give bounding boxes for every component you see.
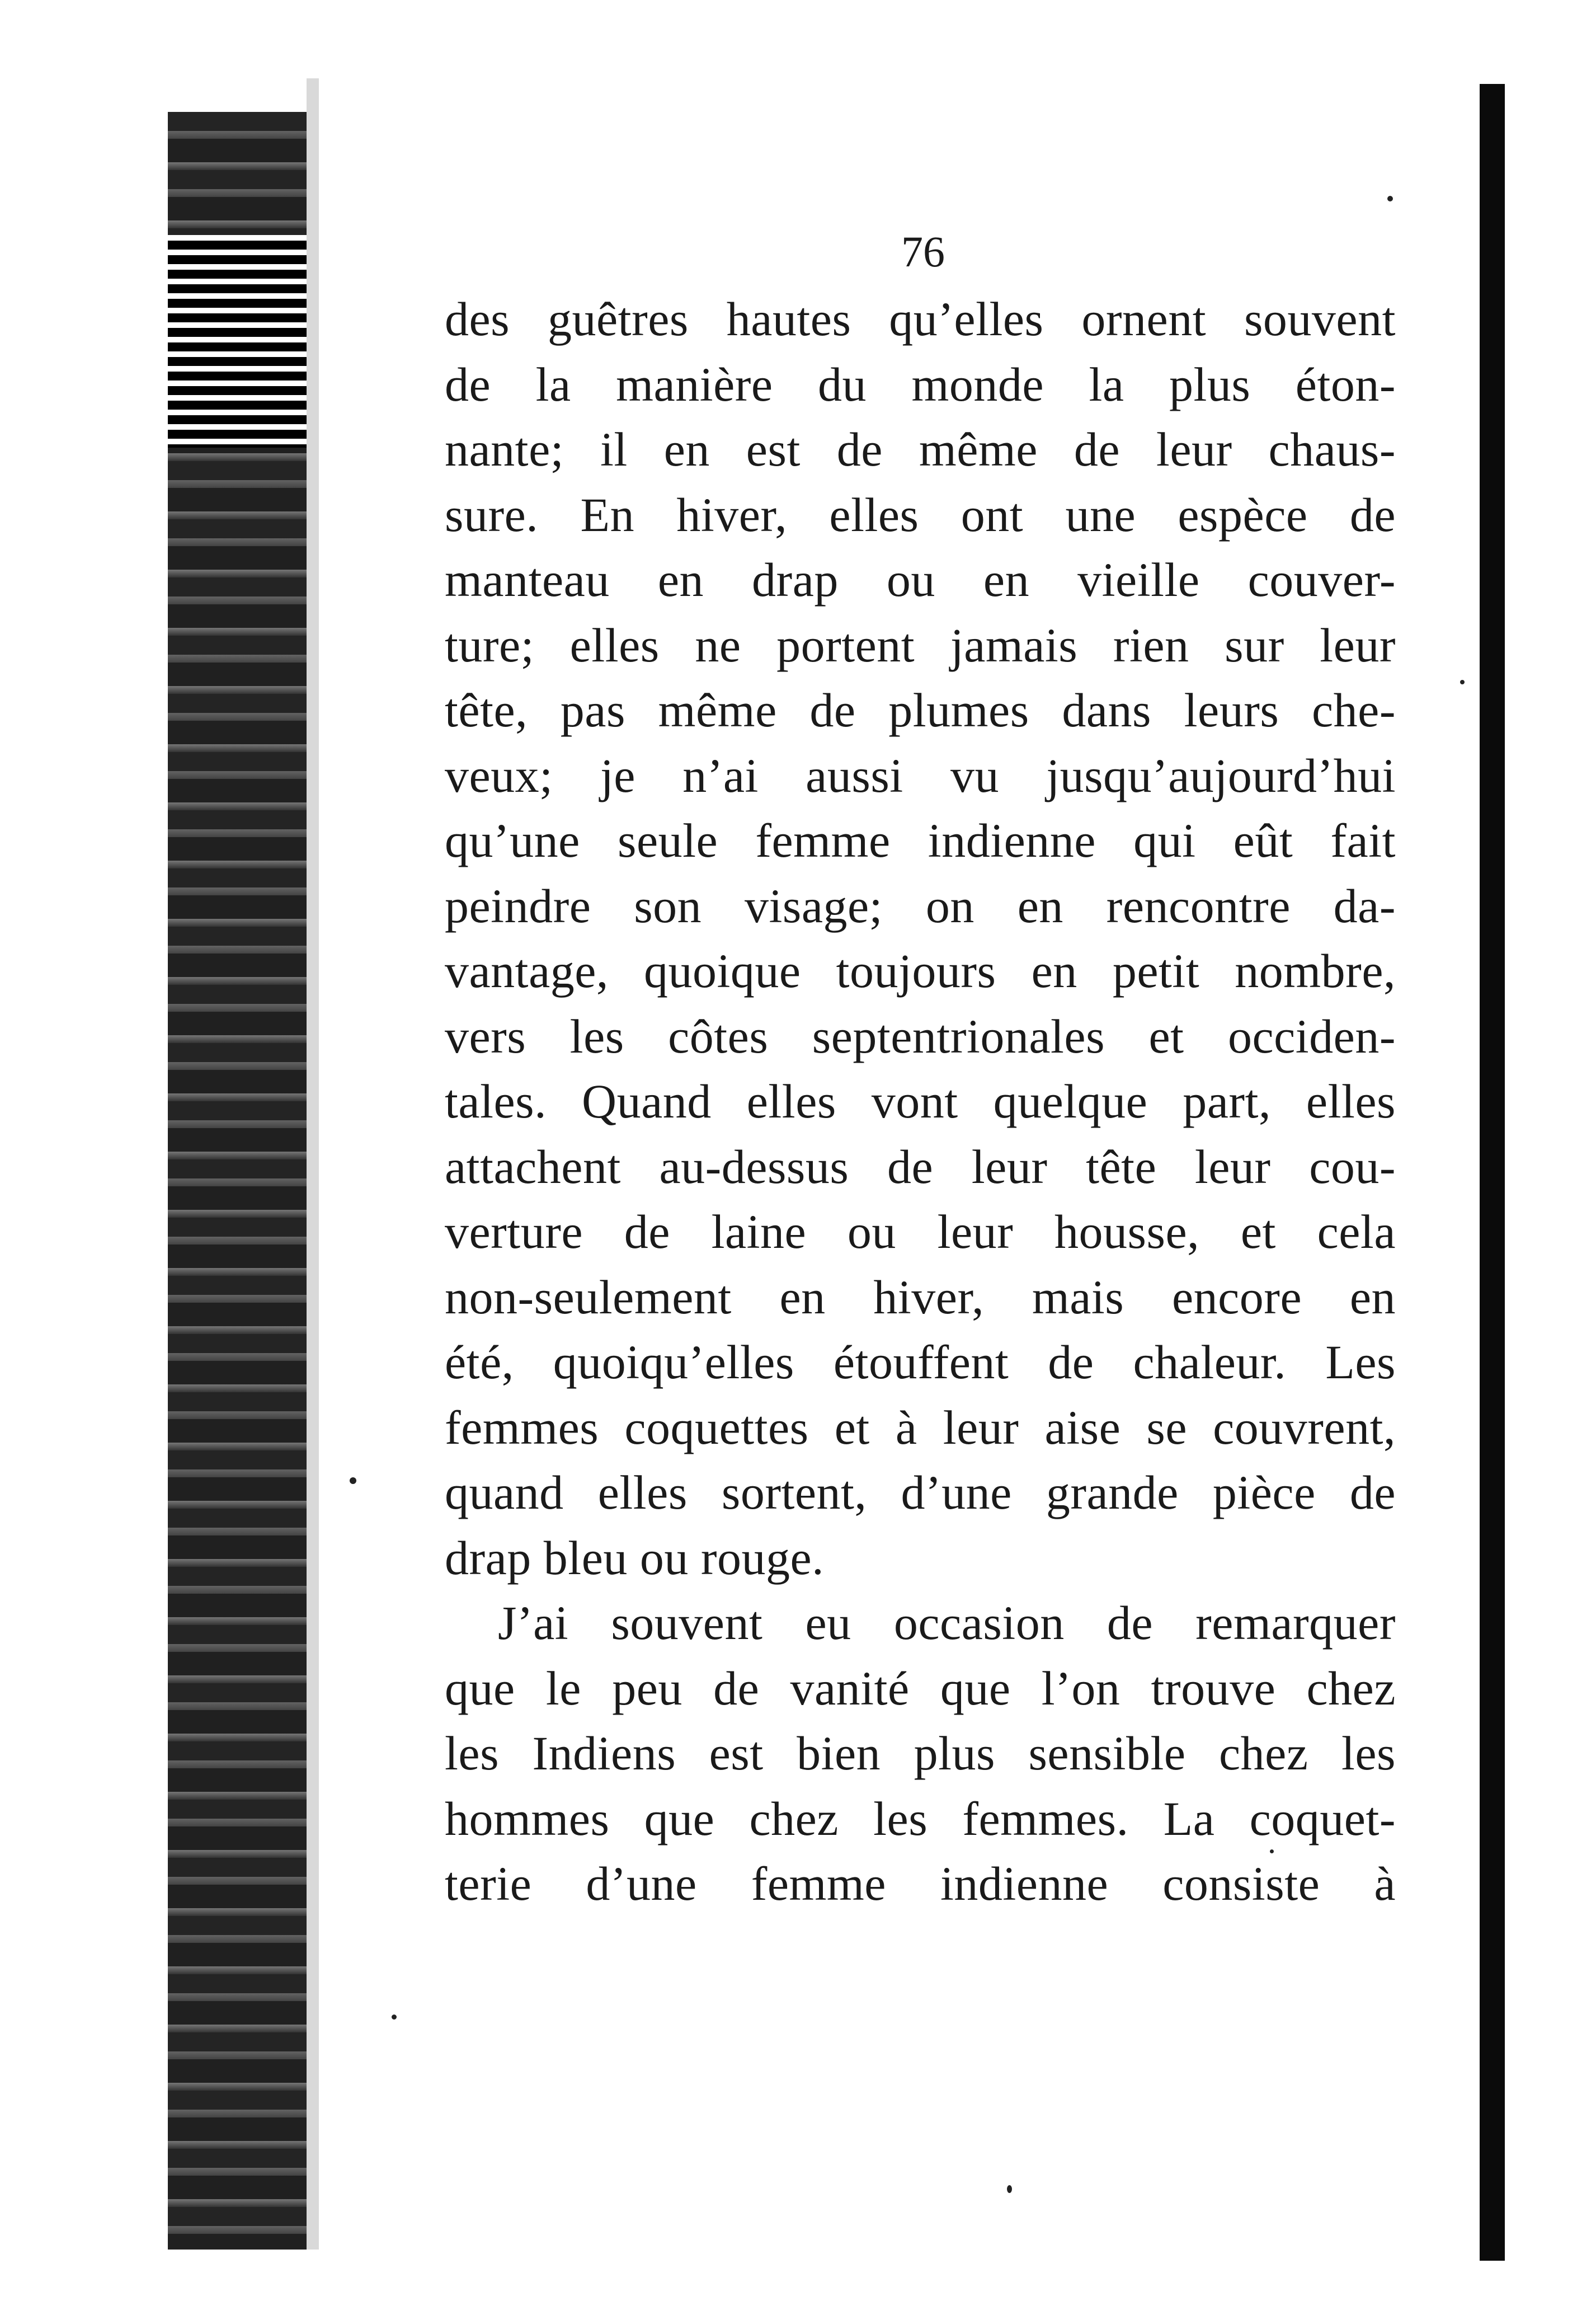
binding-gutter-stripes [168, 235, 313, 448]
text-line: ture; elles ne portent jamais rien sur leur [445, 618, 1396, 672]
text-line: manteau en drap ou en vieille couver- [445, 553, 1396, 607]
scan-speck [1007, 2185, 1012, 2193]
text-line: peindre son visage; on en rencontre da- [445, 879, 1396, 933]
text-line: vers les côtes septentrionales et occiden- [445, 1009, 1396, 1063]
text-line: veux; je n’ai aussi vu jusqu’aujourd’hui [445, 748, 1396, 802]
text-line: tête, pas même de plumes dans leurs che- [445, 683, 1396, 737]
text-line: nante; il en est de même de leur chaus- [445, 422, 1396, 476]
text-line: tales. Quand elles vont quelque part, elles [445, 1074, 1396, 1128]
text-line: qu’une seule femme indienne qui eût fait [445, 814, 1396, 867]
page-number: 76 [901, 227, 945, 276]
text-line: été, quoiqu’elles étouffent de chaleur. Les [445, 1335, 1396, 1389]
text-line: sure. En hiver, elles ont une espèce de [445, 487, 1396, 542]
text-line: J’ai souvent eu occasion de remarquer [498, 1596, 1396, 1650]
text-line: les Indiens est bien plus sensible chez les [445, 1726, 1396, 1780]
page-left-edge [307, 78, 319, 2250]
text-line: vantage, quoique toujours en petit nombre, [445, 944, 1396, 998]
scan-speck [350, 1477, 356, 1484]
text-line: hommes que chez les femmes. La coquet- [445, 1791, 1396, 1846]
scan-speck [392, 2015, 397, 2020]
text-line: femmes coquettes et à leur aise se couvrent, [445, 1400, 1396, 1454]
text-line: que le peu de vanité que l’on trouve chez [445, 1661, 1396, 1715]
text-line: de la manière du monde la plus éton- [445, 357, 1396, 411]
page-right-edge [1480, 84, 1505, 2261]
text-line: drap bleu ou rouge. [445, 1530, 825, 1585]
body-text [445, 287, 1396, 1917]
text-line: verture de laine ou leur housse, et cela [445, 1205, 1396, 1259]
text-line: non-seulement en hiver, mais encore en [445, 1270, 1396, 1324]
text-line: quand elles sortent, d’une grande pièce de [445, 1466, 1396, 1519]
text-line: terie d’une femme indienne consiste à [445, 1857, 1396, 1910]
scan-speck [1387, 196, 1393, 201]
text-line: attachent au-dessus de leur tête leur cou- [445, 1139, 1396, 1194]
scan-speck [1460, 680, 1465, 684]
text-line: des guêtres hautes qu’elles ornent souvent [445, 292, 1396, 346]
scan-speck [1270, 1849, 1274, 1853]
